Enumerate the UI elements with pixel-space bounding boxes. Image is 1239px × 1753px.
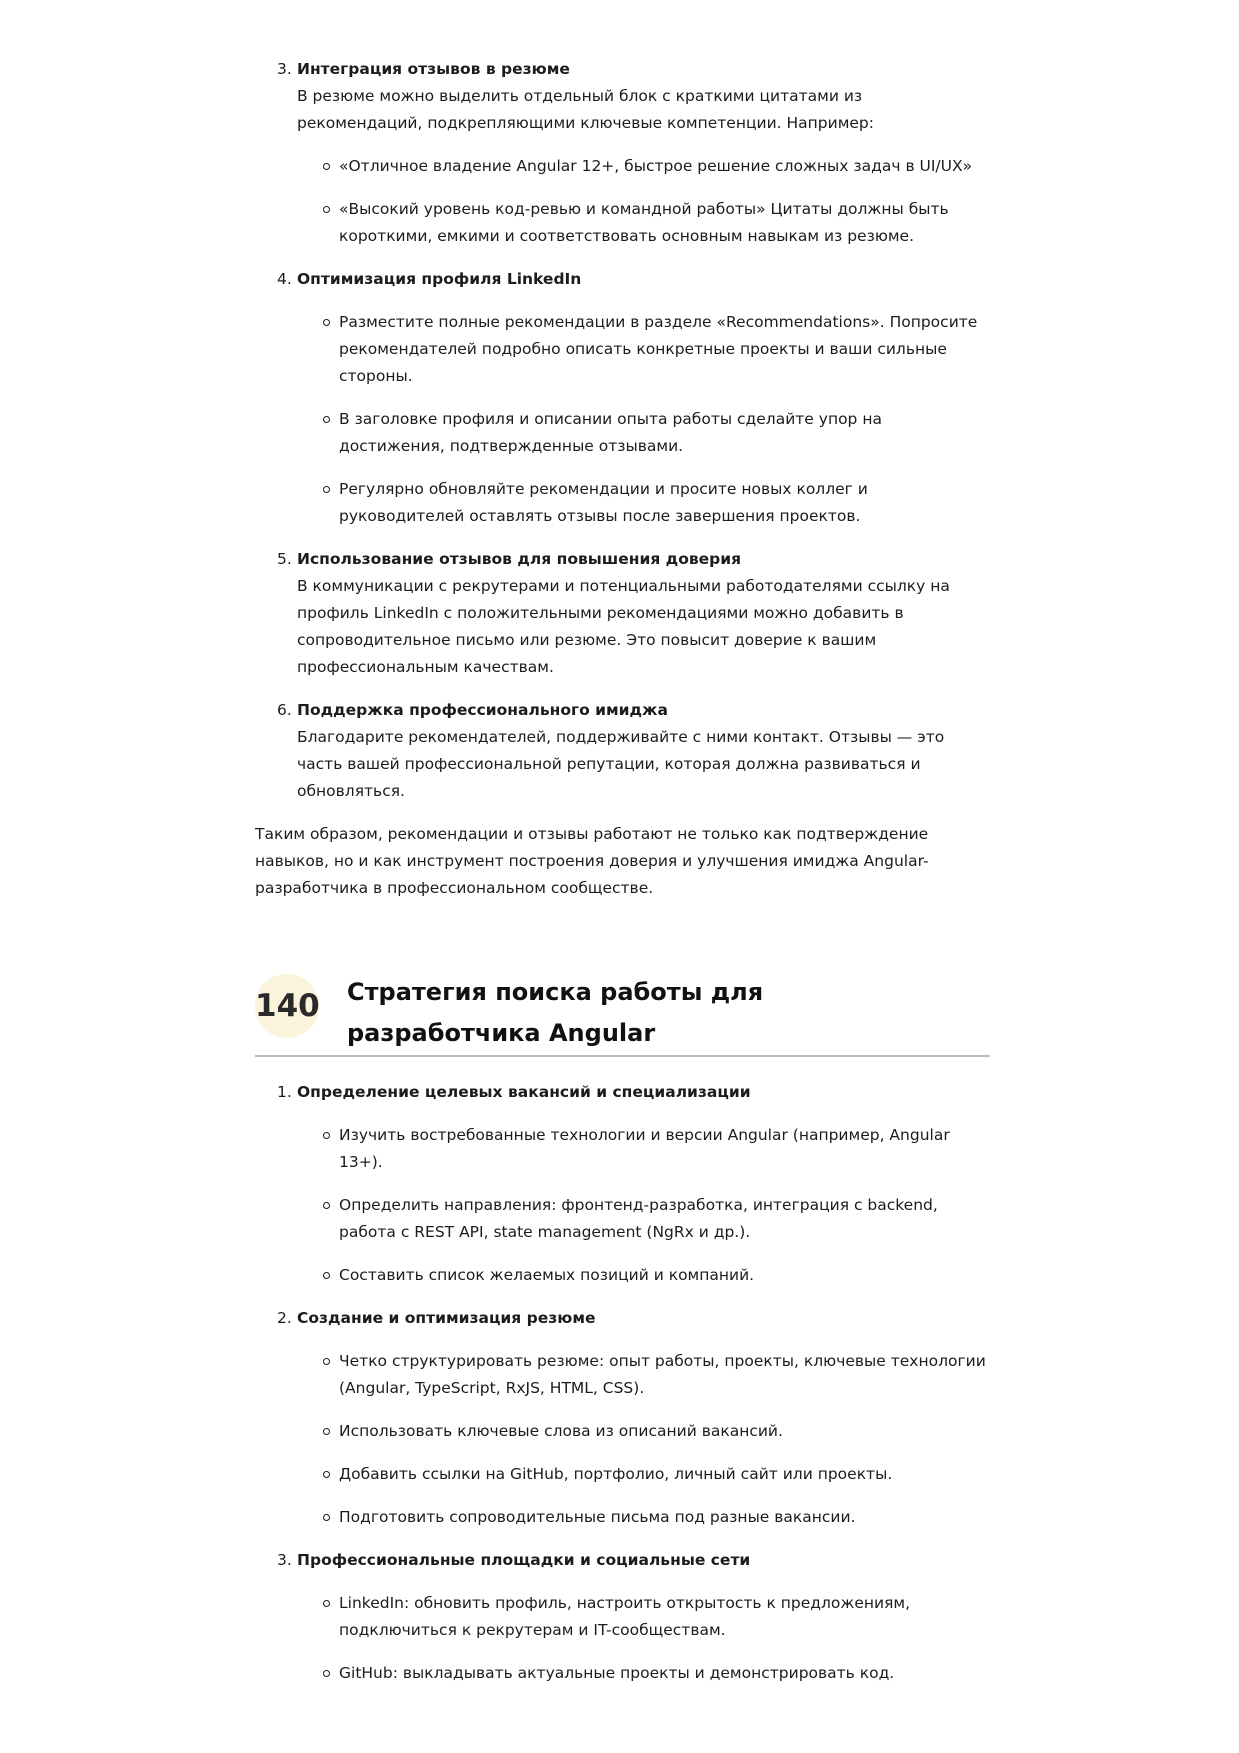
item-title: Создание и оптимизация резюме <box>297 1309 596 1327</box>
bullet-item: GitHub: выкладывать актуальные проекты и демонстрировать код. <box>297 1660 990 1687</box>
conclusion-paragraph: Таким образом, рекомендации и отзывы работают не только как подтверждение навыков, но и как инструмент построения доверия и улучшения имиджа Angular-разработчика в профессиональном сообществе. <box>255 825 929 897</box>
bullet-item: Составить список желаемых позиций и компаний. <box>297 1262 990 1289</box>
bullet-item: В заголовке профиля и описании опыта работы сделайте упор на достижения, подтвержденные отзывами. <box>297 406 990 460</box>
bullet-item: Разместите полные рекомендации в разделе «Recommendations». Попросите рекомендателей подробно описать конкретные проекты и ваши сильные стороны. <box>297 309 990 390</box>
bullet-icon <box>323 1670 330 1677</box>
bullet-item: LinkedIn: обновить профиль, настроить открытость к предложениям, подключиться к рекрутерам и IT-сообществам. <box>297 1590 990 1644</box>
bullet-icon <box>323 1132 330 1139</box>
item-number: 1. <box>277 1083 292 1101</box>
bullet-icon <box>323 1272 330 1279</box>
bullet-list <box>297 309 990 530</box>
list-item <box>255 546 990 681</box>
bullet-item: Добавить ссылки на GitHub, портфолио, личный сайт или проекты. <box>297 1461 990 1488</box>
bullet-item: Определить направления: фронтенд-разработка, интеграция с backend, работа с REST API, state management (NgRx и др.). <box>297 1192 990 1246</box>
chapter-number-badge: 140 <box>255 974 319 1038</box>
bullet-icon <box>323 1358 330 1365</box>
list-item <box>255 266 990 530</box>
bullet-item: «Отличное владение Angular 12+, быстрое решение сложных задач в UI/UX» <box>297 153 990 180</box>
bullet-icon <box>323 416 330 423</box>
item-number: 5. <box>277 550 292 568</box>
chapter-title: Стратегия поиска работы для разработчика Angular <box>347 978 764 1047</box>
job-search-section <box>255 1079 990 1703</box>
bullet-list <box>297 153 990 250</box>
list-item <box>255 1547 990 1687</box>
bullet-icon <box>323 206 330 213</box>
bullet-icon <box>323 163 330 170</box>
bullet-icon <box>323 1202 330 1209</box>
bullet-icon <box>323 1471 330 1478</box>
item-number: 4. <box>277 270 292 288</box>
bullet-list <box>297 1122 990 1289</box>
bullet-item: Использовать ключевые слова из описаний вакансий. <box>297 1418 990 1445</box>
bullet-item: Четко структурировать резюме: опыт работы, проекты, ключевые технологии (Angular, TypeScript, RxJS, HTML, CSS). <box>297 1348 990 1402</box>
bullet-item: Изучить востребованные технологии и версии Angular (например, Angular 13+). <box>297 1122 990 1176</box>
job-search-list <box>255 1079 990 1687</box>
item-number: 2. <box>277 1309 292 1327</box>
recommendations-list <box>255 56 990 805</box>
bullet-item: Подготовить сопроводительные письма под разные вакансии. <box>297 1504 990 1531</box>
item-title: Профессиональные площадки и социальные сети <box>297 1551 751 1569</box>
item-title: Интеграция отзывов в резюме <box>297 60 570 78</box>
list-item <box>255 1079 990 1289</box>
recommendations-section <box>255 56 990 918</box>
bullet-item: Регулярно обновляйте рекомендации и просите новых коллег и руководителей оставлять отзывы после завершения проектов. <box>297 476 990 530</box>
bullet-icon <box>323 319 330 326</box>
list-item <box>255 1305 990 1531</box>
bullet-icon <box>323 486 330 493</box>
item-number: 3. <box>277 60 292 78</box>
item-body: Благодарите рекомендателей, поддерживайте с ними контакт. Отзывы — это часть вашей профессиональной репутации, которая должна развиваться и обновляться. <box>297 728 945 800</box>
bullet-icon <box>323 1514 330 1521</box>
item-number: 3. <box>277 1551 292 1569</box>
item-title: Использование отзывов для повышения доверия <box>297 550 742 568</box>
item-title: Определение целевых вакансий и специализации <box>297 1083 751 1101</box>
item-title: Поддержка профессионального имиджа <box>297 701 668 719</box>
item-body: В резюме можно выделить отдельный блок с краткими цитатами из рекомендаций, подкрепляющими ключевые компетенции. Например: <box>297 87 874 132</box>
chapter-header <box>255 968 990 1057</box>
bullet-icon <box>323 1428 330 1435</box>
item-title: Оптимизация профиля LinkedIn <box>297 270 582 288</box>
bullet-list <box>297 1348 990 1531</box>
list-item <box>255 697 990 805</box>
bullet-icon <box>323 1600 330 1607</box>
list-item <box>255 56 990 250</box>
item-body: В коммуникации с рекрутерами и потенциальными работодателями ссылку на профиль LinkedIn с положительными рекомендациями можно добавить в сопроводительное письмо или резюме. Это повысит доверие к вашим профессиональным качествам. <box>297 577 950 676</box>
bullet-item: «Высокий уровень код-ревью и командной работы» Цитаты должны быть короткими, емкими и соответствовать основным навыкам из резюме. <box>297 196 990 250</box>
item-number: 6. <box>277 701 292 719</box>
bullet-list <box>297 1590 990 1687</box>
